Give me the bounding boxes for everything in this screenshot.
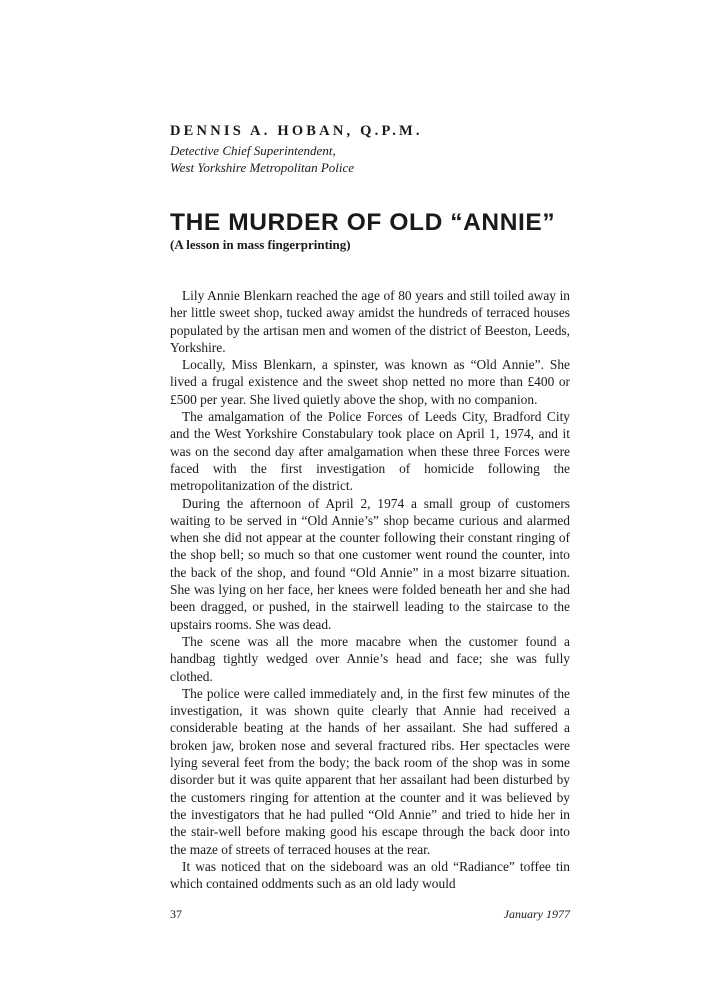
paragraph: The amalgamation of the Police Forces of Leeds City, Bradford City and the West Yorkshire Constabulary took place on April 1, 1974, and it was on the second day after amalgamation when these three Forces were faced with the first investigation of homicide following the metropolitanization of the district. (170, 409, 570, 494)
paragraph: Lily Annie Blenkarn reached the age of 80 years and still toiled away in her little sweet shop, tucked away amidst the hundreds of terraced houses populated by the artisan men and women of the district of Beeston, Leeds, Yorkshire. (170, 288, 570, 355)
paragraph: During the afternoon of April 2, 1974 a small group of customers waiting to be served in “Old Annie’s” shop became curious and alarmed when she did not appear at the counter following their constant ringing of the shop bell; so much so that one customer went round the counter, into the back of the shop, and found “Old Annie” in a most bizarre situation. She was lying on her face, her knees were folded beneath her and she had been dragged, or pushed, in the stairwell leading to the staircase to the upstairs rooms. She was dead. (170, 495, 570, 632)
paragraph: The scene was all the more macabre when the customer found a handbag tightly wedged over Annie’s head and face; she was fully clothed. (170, 633, 570, 684)
paragraph: It was noticed that on the sideboard was an old “Radiance” toffee tin which contained oddments such as an old lady would (170, 858, 570, 892)
affiliation-title: Detective Chief Superintendent, (170, 143, 336, 158)
issue-date: January 1977 (503, 907, 570, 921)
paragraph: Locally, Miss Blenkarn, a spinster, was known as “Old Annie”. She lived a frugal existence and the sweet shop netted no more than £400 or £500 per year. She lived quietly above the shop, with no companion. (170, 357, 570, 407)
article-page (170, 122, 570, 892)
author-affiliation (170, 142, 570, 176)
affiliation-organization: West Yorkshire Metropolitan Police (170, 160, 355, 175)
page-number: 37 (170, 907, 182, 921)
page-footer (170, 907, 570, 922)
article-body (170, 287, 570, 892)
author-name: DENNIS A. HOBAN, Q.P.M. (170, 123, 423, 139)
article-subtitle: (A lesson in mass fingerprinting) (170, 237, 351, 252)
paragraph: The police were called immediately and, in the first few minutes of the investigation, it was shown quite clearly that Annie had received a considerable beating at the hands of her assailant. She had suffered a broken jaw, broken nose and several fractured ribs. Her spectacles were lying several feet from the body; the back room of the shop was in some disorder but it was quite apparent that her assailant had been disturbed by the customers ringing for attention at the counter and it was believed by the investigators that he had pulled “Old Annie” and tried to hide her in the stair-well before making good his escape through the back door into the maze of streets of terraced houses at the rear. (170, 685, 570, 857)
article-title: THE MURDER OF OLD “ANNIE” (170, 209, 556, 236)
